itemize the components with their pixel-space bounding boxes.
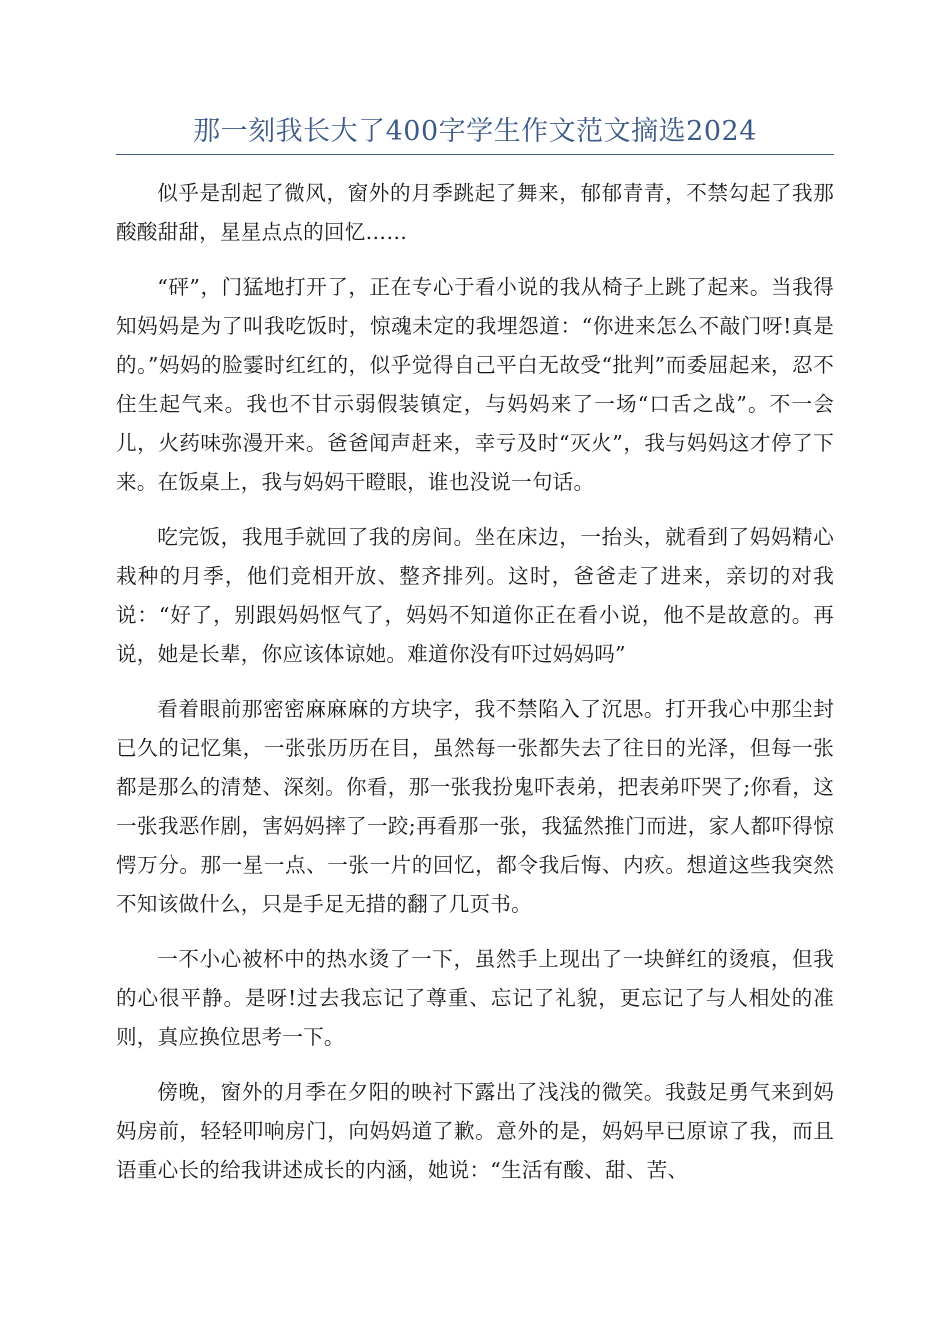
paragraph-5: 一不小心被杯中的热水烫了一下，虽然手上现出了一块鲜红的烫痕，但我的心很平静。是呀!过去我忘记了尊重、忘记了礼貌，更忘记了与人相处的准则，真应换位思考一下。 bbox=[116, 947, 834, 1049]
paragraph-4: 看着眼前那密密麻麻麻的方块字，我不禁陷入了沉思。打开我心中那尘封已久的记忆集，一张张历历在目，虽然每一张都失去了往日的光泽，但每一张都是那么的清楚、深刻。你看，那一张我扮鬼吓表弟，把表弟吓哭了;你看，这一张我恶作剧，害妈妈摔了一跤;再看那一张，我猛然推门而进，家人都吓得惊愕万分。那一星一点、一张一片的回忆，都令我后悔、内疚。想道这些我突然不知该做什么，只是手足无措的翻了几页书。 bbox=[116, 697, 834, 916]
paragraph-3: 吃完饭，我甩手就回了我的房间。坐在床边，一抬头，就看到了妈妈精心栽种的月季，他们竞相开放、整齐排列。这时，爸爸走了进来，亲切的对我说：“好了，别跟妈妈怄气了，妈妈不知道你正在看小说，他不是故意的。再说，她是长辈，你应该体谅她。难道你没有吓过妈妈吗” bbox=[116, 525, 834, 666]
paragraph-6: 傍晚，窗外的月季在夕阳的映衬下露出了浅浅的微笑。我鼓足勇气来到妈妈房前，轻轻叩响房门，向妈妈道了歉。意外的是，妈妈早已原谅了我，而且语重心长的给我讲述成长的内涵，她说：“生活有酸、甜、苦、 bbox=[116, 1080, 834, 1182]
paragraph-1: 似乎是刮起了微风，窗外的月季跳起了舞来，郁郁青青，不禁勾起了我那酸酸甜甜，星星点点的回忆…… bbox=[116, 181, 834, 244]
title-underline bbox=[116, 154, 834, 155]
document-title: 那一刻我长大了400字学生作文范文摘选2024 bbox=[193, 116, 757, 147]
document-body bbox=[116, 174, 834, 1206]
paragraph-2: “砰”，门猛地打开了，正在专心于看小说的我从椅子上跳了起来。当我得知妈妈是为了叫我吃饭时，惊魂未定的我埋怨道：“你进来怎么不敲门呀!真是的。”妈妈的脸霎时红红的，似乎觉得自己平白无故受“批判”而委屈起来，忍不住生起气来。我也不甘示弱假装镇定，与妈妈来了一场“口舌之战”。不一会儿，火药味弥漫开来。爸爸闻声赶来，幸亏及时“灭火”，我与妈妈这才停了下来。在饭桌上，我与妈妈干瞪眼，谁也没说一句话。 bbox=[116, 275, 834, 494]
